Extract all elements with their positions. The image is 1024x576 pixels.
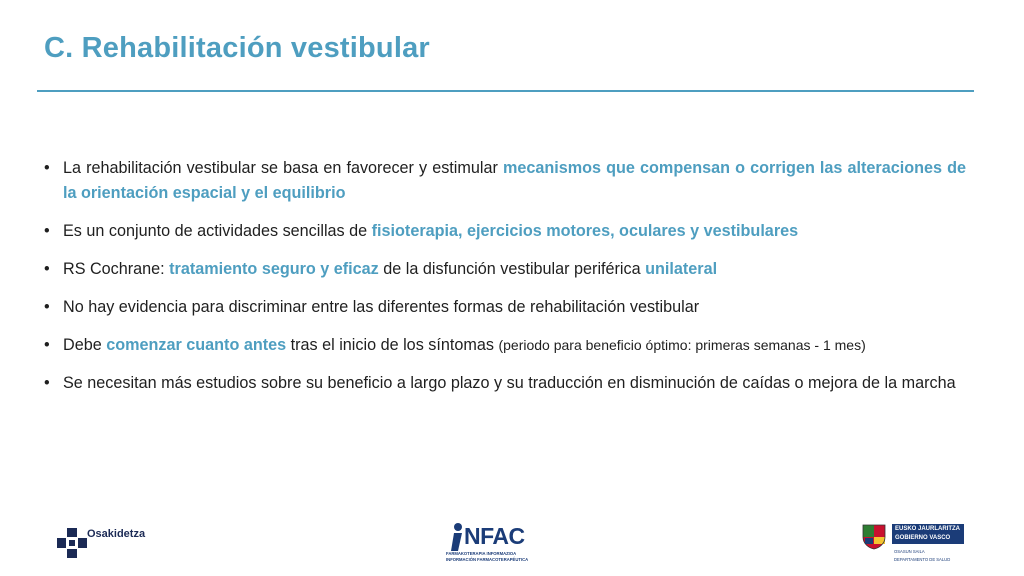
bullet-highlight: unilateral xyxy=(645,260,718,278)
infac-logo xyxy=(446,520,536,564)
bullet-item xyxy=(44,257,966,282)
osakidetza-logo xyxy=(57,528,167,558)
bullet-text: La rehabilitación vestibular se basa en favorecer y estimular xyxy=(63,159,503,177)
bullet-highlight: fisioterapia, ejercicios motores, oculares y vestibulares xyxy=(371,222,799,240)
slide-title: C. Rehabilitación vestibular xyxy=(44,32,430,64)
bullet-text: RS Cochrane: xyxy=(63,260,170,278)
bullet-item xyxy=(44,156,966,206)
bullet-highlight: mecanismos que compensan o corrigen las alteraciones de la orientación espacial y el equilibrio xyxy=(63,159,966,202)
bullet-text: de la disfunción vestibular periférica xyxy=(378,260,646,278)
bullet-item xyxy=(44,333,966,358)
coat-of-arms-icon xyxy=(862,524,886,550)
bullet-item xyxy=(44,295,966,320)
bullet-text: Es un conjunto de actividades sencillas de xyxy=(63,222,372,240)
osakidetza-label: Osakidetza xyxy=(87,528,146,540)
bullet-item xyxy=(44,371,966,396)
infac-subtitle-2: INFORMACIÓN FARMACOTERAPÉUTICA xyxy=(446,557,529,562)
gv-name-box xyxy=(892,524,964,544)
bullet-list xyxy=(44,156,966,409)
bullet-item xyxy=(44,219,966,244)
bullet-note: (periodo para beneficio óptimo: primeras semanas - 1 mes) xyxy=(498,337,866,353)
bullet-highlight: tratamiento seguro y eficaz xyxy=(169,260,379,278)
gv-department-1: OSASUN SAILA xyxy=(894,549,925,554)
gv-line-2: GOBIERNO VASCO xyxy=(895,535,951,541)
bullet-text: No hay evidencia para discriminar entre las diferentes formas de rehabilitación vestibular xyxy=(63,298,700,316)
infac-label: NFAC xyxy=(464,523,525,549)
gobierno-vasco-logo xyxy=(862,522,972,568)
bullet-highlight: comenzar cuanto antes xyxy=(106,336,287,354)
gv-department-2: DEPARTAMENTO DE SALUD xyxy=(894,557,951,562)
bullet-text: tras el inicio de los síntomas xyxy=(286,336,499,354)
gv-line-1: EUSKO JAURLARITZA xyxy=(895,526,961,532)
bullet-text: Se necesitan más estudios sobre su beneficio a largo plazo y su traducción en disminución de caídas o mejora de la marcha xyxy=(63,374,956,392)
osakidetza-cross-icon xyxy=(57,528,87,558)
title-divider xyxy=(37,90,974,92)
bullet-text: Debe xyxy=(63,336,107,354)
infac-subtitle-1: FARMAKOTERAPIA INFORMAZIOA xyxy=(446,551,517,556)
